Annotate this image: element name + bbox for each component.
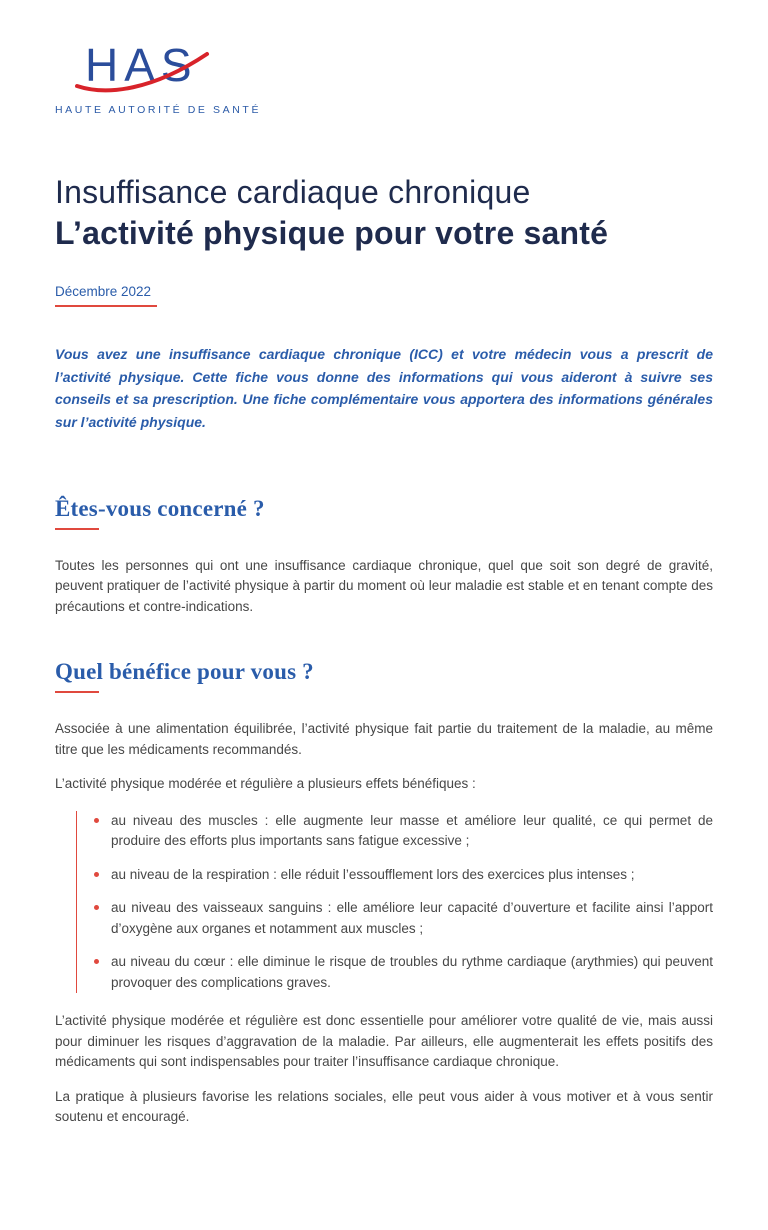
section-heading: Quel bénéfice pour vous ? — [55, 659, 314, 685]
section-paragraph: L’activité physique modérée et régulière a plusieurs effets bénéfiques : — [55, 776, 476, 792]
benefits-bullet-list — [76, 811, 713, 994]
bullet-icon — [94, 818, 99, 823]
page-title-line2: L’activité physique pour votre santé — [55, 214, 609, 251]
has-logo-acronym: HAS — [85, 39, 198, 91]
bullet-icon — [94, 872, 99, 877]
section-quel-benefice — [55, 659, 713, 1128]
heading-underline — [55, 691, 99, 693]
date-underline — [55, 305, 157, 307]
list-item-text: au niveau de la respiration : elle réduit l’essoufflement lors des exercices plus intenses ; — [111, 866, 635, 882]
publication-date: Décembre 2022 — [55, 283, 152, 299]
bullet-icon — [94, 905, 99, 910]
has-logo-mark — [85, 40, 198, 98]
list-item — [77, 898, 713, 939]
section-paragraph: La pratique à plusieurs favorise les relations sociales, elle peut vous aider à vous motiver et à vous sentir soutenu et encouragé. — [55, 1088, 713, 1125]
page-title-line1: Insuffisance cardiaque chronique — [55, 174, 531, 210]
list-item-text: au niveau du cœur : elle diminue le risque de troubles du rythme cardiaque (arythmies) qui peuvent provoquer des complications graves. — [111, 954, 713, 990]
heading-underline — [55, 528, 99, 530]
section-paragraph: Toutes les personnes qui ont une insuffisance cardiaque chronique, quel que soit son degré de gravité, peuvent pratiquer de l’activité physique à partir du moment où leur maladie est stable et en tenant compte des précautions et contre-indications. — [55, 557, 713, 614]
has-logo-subtitle: HAUTE AUTORITÉ DE SANTÉ — [55, 104, 262, 116]
section-etes-vous-concerne — [55, 496, 713, 618]
list-item-text: au niveau des vaisseaux sanguins : elle améliore leur capacité d’ouverture et facilite ainsi l’apport d’oxygène aux organes et notamment aux muscles ; — [111, 900, 713, 936]
section-paragraph: Associée à une alimentation équilibrée, l’activité physique fait partie du traitement de la maladie, au même titre que les médicaments recommandés. — [55, 721, 713, 757]
intro-paragraph: Vous avez une insuffisance cardiaque chronique (ICC) et votre médecin vous a prescrit de l’activité physique. Cette fiche vous donne des informations qui vous aideront à suivre ses conseils et sa prescription. Une fiche complémentaire vous apportera des informations générales sur l’activité physique. — [55, 345, 713, 430]
bullet-icon — [94, 959, 99, 964]
has-logo — [55, 40, 713, 116]
page-title — [55, 172, 713, 254]
section-heading: Êtes-vous concerné ? — [55, 495, 265, 521]
list-item-text: au niveau des muscles : elle augmente leur masse et améliore leur qualité, ce qui permet de produire des efforts plus importants sans fatigue excessive ; — [111, 812, 713, 849]
section-paragraph: L’activité physique modérée et régulière est donc essentielle pour améliorer votre qualité de vie, mais aussi pour diminuer les risques d’aggravation de la maladie. Par ailleurs, elle augmenterait les effets positifs des médicaments qui sont indispensables pour traiter l’insuffisance cardiaque chronique. — [55, 1013, 713, 1070]
list-item — [77, 952, 713, 993]
list-item — [77, 811, 713, 852]
list-item — [77, 865, 713, 886]
